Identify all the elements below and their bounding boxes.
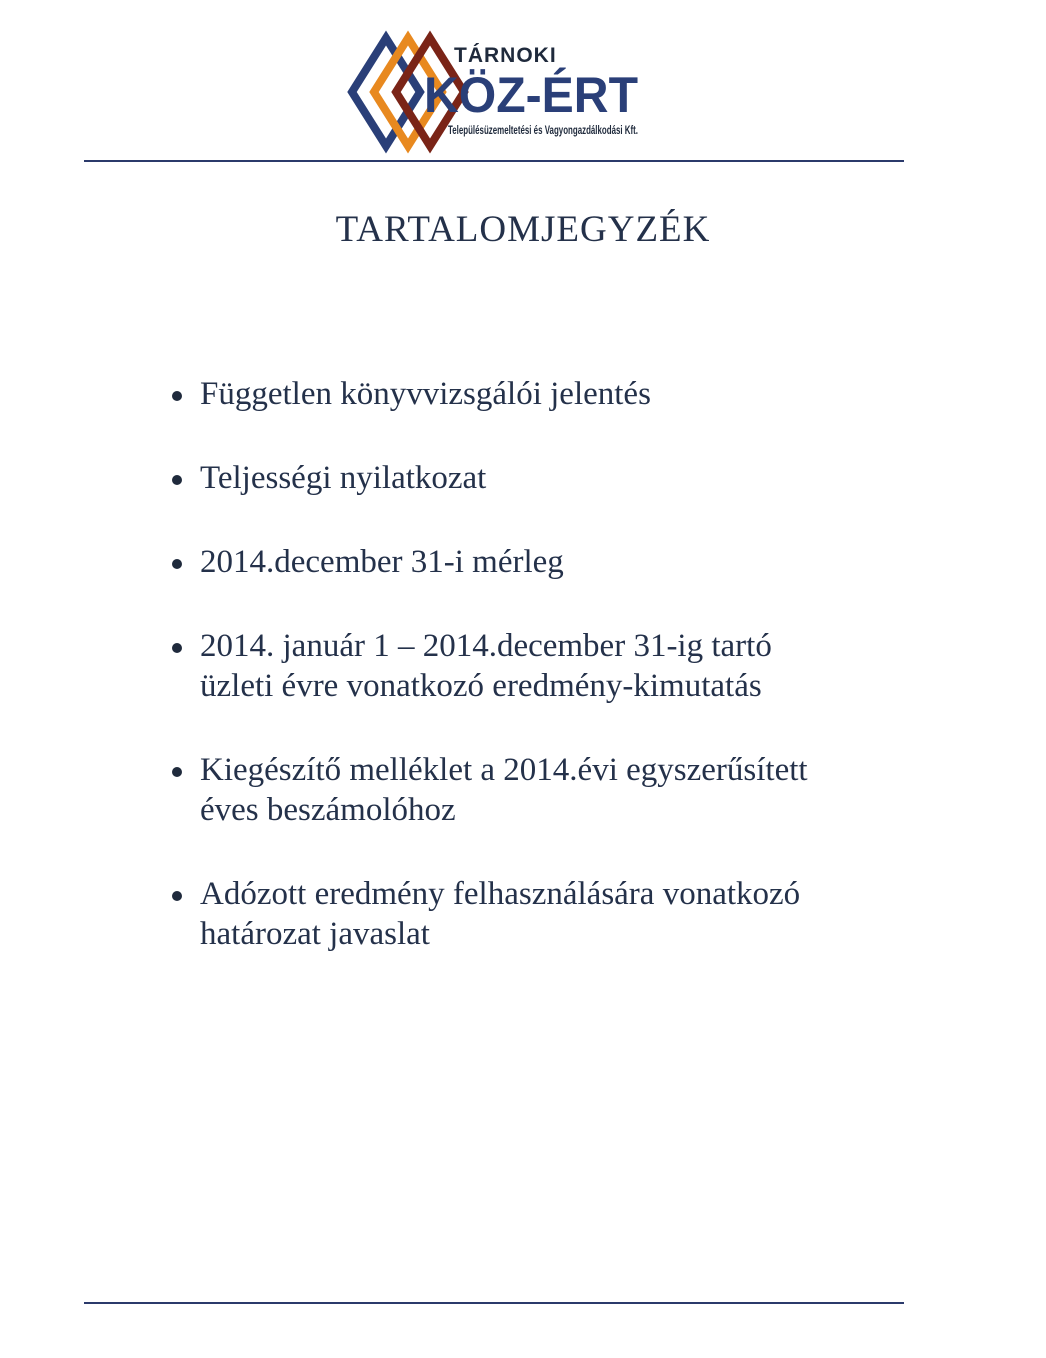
toc-item (200, 458, 900, 498)
logo-diamond-blue (352, 38, 420, 146)
logo-brand-top: TÁRNOKI (454, 44, 557, 67)
toc-item-line: határozat javaslat (200, 916, 430, 952)
toc-item-line: Független könyvvizsgálói jelentés (200, 376, 651, 412)
toc-item (200, 626, 900, 706)
bullet-icon (172, 767, 182, 777)
bullet-icon (172, 891, 182, 901)
page-title: TARTALOMJEGYZÉK (335, 209, 711, 250)
toc-item (200, 874, 900, 954)
toc-item-line: 2014.december 31-i mérleg (200, 544, 564, 580)
bullet-icon (172, 391, 182, 401)
toc-item (200, 374, 900, 414)
header-divider (84, 160, 904, 162)
toc-item (200, 542, 900, 582)
logo-brand-main: KÖZ-ÉRT (424, 67, 638, 123)
logo-brand-subtitle: Településüzemeltetési és Vagyongazdálkodási Kft. (448, 123, 638, 137)
toc-item (200, 750, 900, 830)
toc-item-line: üzleti évre vonatkozó eredmény-kimutatás (200, 668, 762, 704)
toc-item-line: éves beszámolóhoz (200, 792, 456, 828)
footer-divider (84, 1302, 904, 1304)
bullet-icon (172, 643, 182, 653)
company-logo (350, 36, 650, 148)
toc-item-line: 2014. január 1 – 2014.december 31-ig tartó (200, 628, 772, 664)
toc-list (200, 374, 900, 954)
toc-item-line: Kiegészítő melléklet a 2014.évi egyszerűsített (200, 752, 808, 788)
bullet-icon (172, 475, 182, 485)
toc-item-line: Teljességi nyilatkozat (200, 460, 487, 496)
toc-item-line: Adózott eredmény felhasználására vonatkozó (200, 876, 801, 912)
bullet-icon (172, 559, 182, 569)
